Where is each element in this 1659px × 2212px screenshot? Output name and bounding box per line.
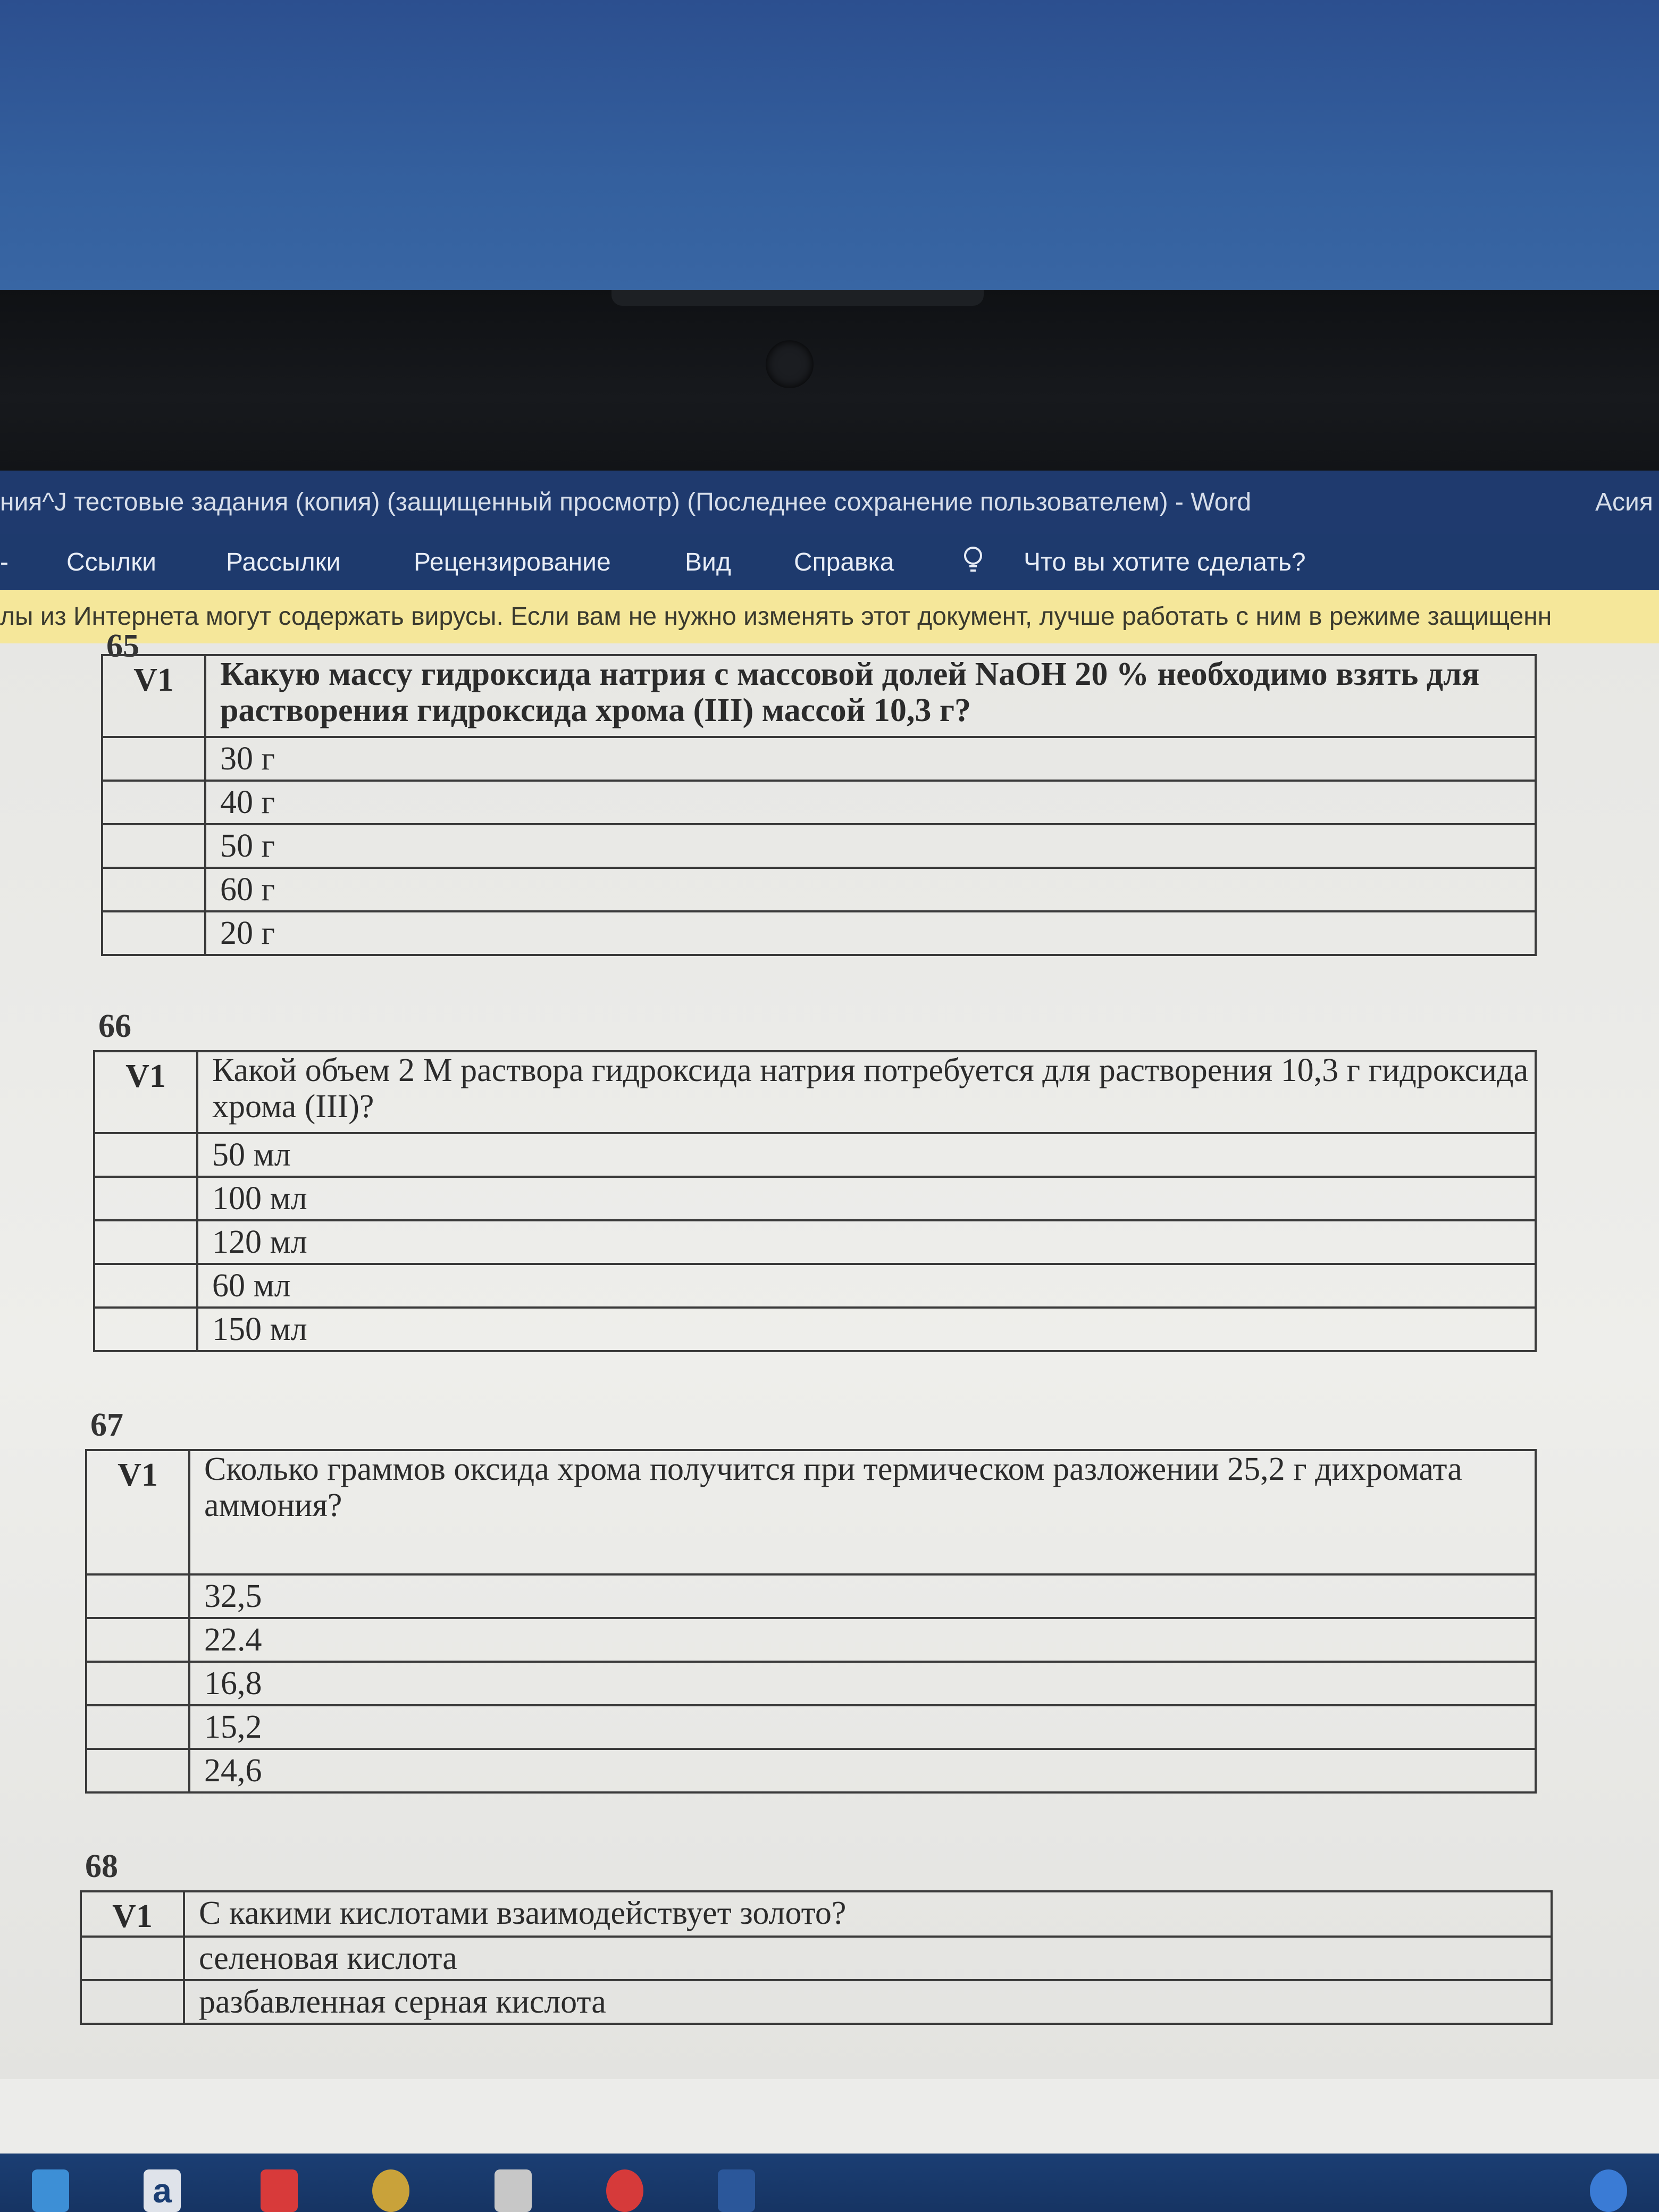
ribbon-tabs <box>0 534 1659 590</box>
protected-view-message: лы из Интернета могут содержать вирусы. Если вам не нужно изменять этот документ, лучше работать с ним в режиме защищенн <box>0 602 1552 631</box>
answer-marker <box>86 1705 189 1749</box>
question-table <box>80 1890 1553 2025</box>
laptop-bezel <box>0 290 1659 471</box>
answer-option: 40 г <box>205 781 1536 824</box>
question-table <box>85 1449 1537 1794</box>
answer-option: 120 мл <box>197 1220 1536 1264</box>
window-title: ния^J тестовые задания (копия) (защищенный просмотр) (Последнее сохранение пользователем) - Word <box>0 488 1252 516</box>
variant-label: V1 <box>94 1051 197 1133</box>
variant-label: V1 <box>86 1450 189 1574</box>
question-text: Какую массу гидроксида натрия с массовой долей NaOH 20 % необходимо взять для растворения гидроксида хрома (III) массой 10,3 г? <box>205 655 1536 737</box>
variant-label: V1 <box>102 655 205 737</box>
question-number: 68 <box>85 1848 118 1884</box>
tab-help[interactable]: Справка <box>794 548 894 576</box>
taskbar <box>0 2154 1659 2212</box>
screen <box>0 471 1659 2161</box>
yandex-browser-icon[interactable] <box>606 2169 643 2212</box>
variant-label: V1 <box>81 1891 184 1937</box>
lightbulb-icon[interactable] <box>962 546 984 574</box>
answer-option: 20 г <box>205 911 1536 955</box>
answer-option: 100 мл <box>197 1177 1536 1220</box>
answer-marker <box>102 868 205 911</box>
background-wall <box>0 0 1659 330</box>
answer-marker <box>86 1618 189 1662</box>
help-icon[interactable] <box>1590 2169 1627 2212</box>
app-icon[interactable] <box>495 2169 532 2212</box>
answer-marker <box>102 781 205 824</box>
answer-marker <box>94 1264 197 1308</box>
question-table <box>101 654 1537 956</box>
answer-marker <box>86 1574 189 1618</box>
answer-marker <box>94 1177 197 1220</box>
question-text: Какой объем 2 М раствора гидроксида натрия потребуется для растворения 10,3 г гидроксида хрома (III)? <box>197 1051 1536 1133</box>
answer-option: селеновая кислота <box>184 1937 1552 1980</box>
answer-option: 150 мл <box>197 1308 1536 1351</box>
question-number: 67 <box>90 1407 123 1443</box>
tab-view[interactable]: Вид <box>685 548 731 576</box>
answer-marker <box>81 1937 184 1980</box>
answer-marker <box>94 1133 197 1177</box>
word-icon[interactable] <box>718 2169 755 2212</box>
tab-references[interactable]: Ссылки <box>66 548 156 576</box>
answer-option: 60 г <box>205 868 1536 911</box>
mail-icon[interactable] <box>32 2169 69 2212</box>
protected-view-bar <box>0 590 1659 645</box>
answer-option: 22.4 <box>189 1618 1536 1662</box>
answer-option: 60 мл <box>197 1264 1536 1308</box>
document-page <box>0 628 1659 2079</box>
question-number: 65 <box>106 628 139 664</box>
answer-option: 32,5 <box>189 1574 1536 1618</box>
answer-option: 30 г <box>205 737 1536 781</box>
user-name[interactable]: Асия <box>1595 488 1653 516</box>
answer-option: 15,2 <box>189 1705 1536 1749</box>
tab-mailings[interactable]: Рассылки <box>226 548 341 576</box>
answer-option: 50 мл <box>197 1133 1536 1177</box>
question-text: С какими кислотами взаимодействует золото? <box>184 1891 1552 1937</box>
answer-marker <box>102 737 205 781</box>
bezel-notch <box>611 290 984 306</box>
question-number: 66 <box>98 1008 131 1044</box>
answer-option: 50 г <box>205 824 1536 868</box>
answer-option: 16,8 <box>189 1662 1536 1705</box>
answer-option: разбавленная серная кислота <box>184 1980 1552 2024</box>
answer-marker <box>94 1308 197 1351</box>
tell-me-search[interactable]: Что вы хотите сделать? <box>1024 548 1306 576</box>
question-table <box>93 1050 1537 1352</box>
chrome-icon[interactable] <box>372 2169 409 2212</box>
answer-option: 24,6 <box>189 1749 1536 1792</box>
webcam <box>766 340 814 388</box>
answer-marker <box>102 824 205 868</box>
tab-review[interactable]: Рецензирование <box>414 548 611 576</box>
tab-partial[interactable]: - <box>0 548 9 576</box>
yandex-icon[interactable] <box>261 2169 298 2212</box>
answer-marker <box>94 1220 197 1264</box>
amazon-icon[interactable]: a <box>144 2169 181 2212</box>
answer-marker <box>86 1662 189 1705</box>
question-text: Сколько граммов оксида хрома получится при термическом разложении 25,2 г дихромата аммония? <box>189 1450 1536 1574</box>
answer-marker <box>81 1980 184 2024</box>
title-bar <box>0 471 1659 534</box>
answer-marker <box>102 911 205 955</box>
answer-marker <box>86 1749 189 1792</box>
